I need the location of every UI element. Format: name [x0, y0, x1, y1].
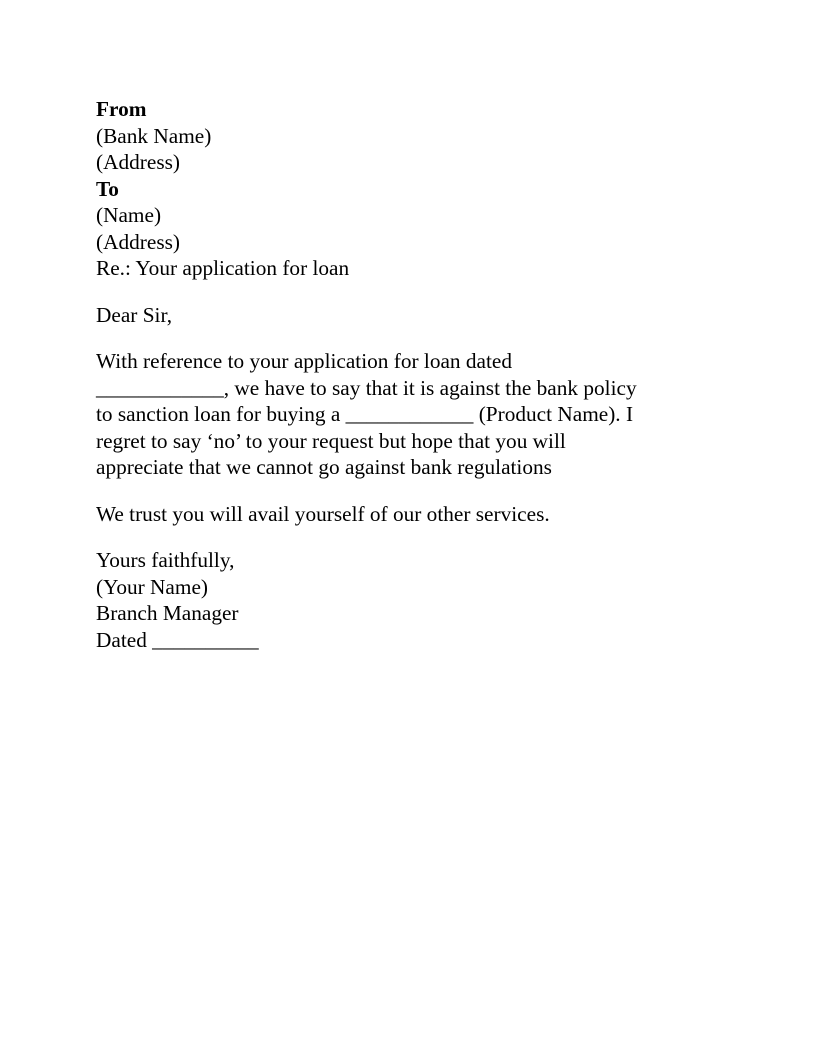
recipient-name: (Name): [96, 203, 162, 227]
signer-name: (Your Name): [96, 574, 208, 599]
sender-bank-name: (Bank Name): [96, 123, 212, 148]
recipient-address: (Address): [96, 229, 180, 254]
subject-line: Re.: Your application for loan: [96, 256, 350, 280]
body-paragraph: [96, 348, 720, 481]
signer-title: Branch Manager: [96, 601, 239, 625]
body-line: appreciate that we cannot go against bank regulations: [96, 455, 552, 479]
signoff: Yours faithfully,: [96, 548, 235, 572]
salutation: Dear Sir,: [96, 302, 173, 327]
body-line: regret to say ‘no’ to your request but hope that you will: [96, 428, 566, 453]
sender-block: [96, 96, 720, 176]
body-line: With reference to your application for loan dated: [96, 349, 513, 373]
signature-block: [96, 547, 720, 653]
recipient-block: [96, 176, 720, 282]
from-label: From: [96, 97, 147, 121]
to-label: To: [96, 176, 119, 201]
closing-paragraph: We trust you will avail yourself of our other services.: [96, 501, 550, 526]
letter-body: [96, 96, 720, 653]
body-line: ____________, we have to say that it is against the bank policy: [96, 375, 637, 400]
dated-line: Dated __________: [96, 627, 259, 652]
body-line: to sanction loan for buying a ____________ (Product Name). I: [96, 402, 634, 426]
sender-address: (Address): [96, 150, 180, 174]
